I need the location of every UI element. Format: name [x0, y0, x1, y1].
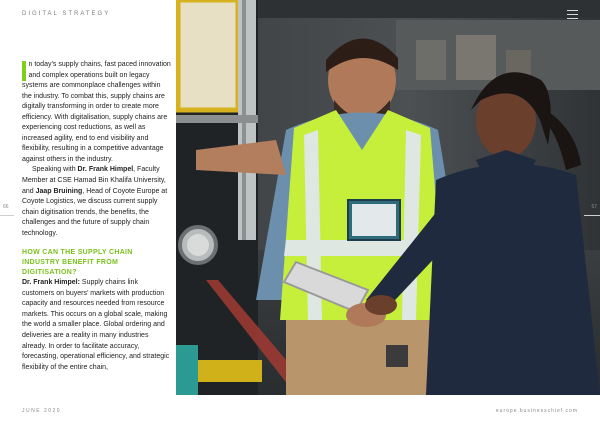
- speaker-name-2: Jaap Bruining: [35, 187, 83, 195]
- footer-url[interactable]: europe.businesschief.com: [495, 408, 578, 414]
- intro-paragraph: n today’s supply chains, fast paced innovation and complex operations built on legacy systems are commonplace challenges within the industry. To combat this, supply chains are digitally transforming in order to create more efficiency. With digitalisation, supply chains are experiencing cost reductions, as well as increased agility, end to end visibility and flexibility, resulting in a competitive advantage against others in the industry.: [22, 61, 171, 163]
- section-label: DIGITAL STRATEGY: [22, 11, 111, 17]
- drop-cap-bar: [22, 61, 26, 81]
- page-number-left: 66: [3, 204, 9, 210]
- hero-photo: [176, 0, 600, 395]
- speakers-paragraph: Speaking with Dr. Frank Himpel, Faculty Member at CSE Hamad Bin Khalifa University, and Jaap Bruining, Head of Coyote Europe at Coyote Logistics, we discuss current supply chain digitisation trends, the benefits, the challenges and the future of supply chain technology.: [22, 166, 168, 237]
- hamburger-menu-icon[interactable]: [567, 10, 578, 19]
- page-tick-right: [584, 215, 600, 216]
- page-tick-left: [0, 215, 14, 216]
- article-body: [22, 60, 172, 373]
- speaker-name-1: Dr. Frank Himpel: [77, 166, 134, 174]
- answer-paragraph: Dr. Frank Himpel: Supply chains link customers on buyers’ markets with production capacity and resources needed from resource markets. This occurs on a global scale, making the world a smaller place. Global ordering and deliveries are a reality in many industries already. In order to facilitate accuracy, forecasting, operational efficiency, and strategic flexibility of the entire chain,: [22, 279, 170, 371]
- page-number-right: 67: [591, 204, 597, 210]
- warehouse-workers-illustration: [176, 0, 600, 395]
- footer-date: JUNE 2020: [22, 408, 62, 414]
- answer-speaker: Dr. Frank Himpel:: [22, 279, 80, 287]
- subheading: HOW CAN THE SUPPLY CHAIN INDUSTRY BENEFIT FROM DIGITISATION?: [22, 249, 133, 277]
